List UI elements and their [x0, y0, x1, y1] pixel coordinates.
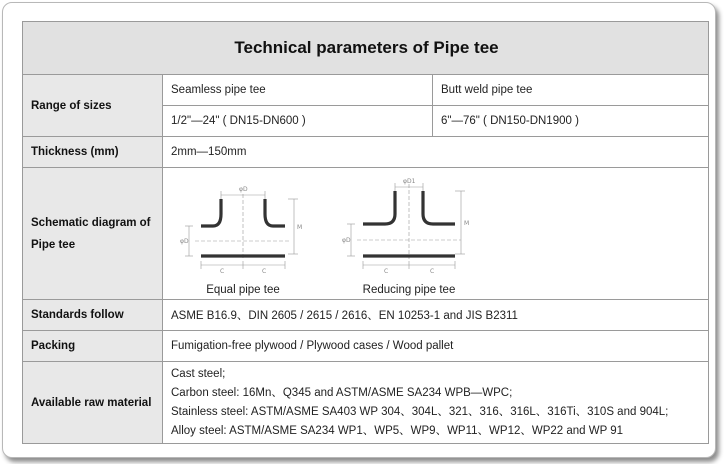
svg-text:C: C — [262, 267, 267, 275]
table-title: Technical parameters of Pipe tee — [23, 22, 709, 75]
thickness-value: 2mm—150mm — [163, 137, 709, 168]
reducing-tee-caption: Reducing pipe tee — [362, 283, 456, 296]
schematic-label-line2: Pipe tee — [31, 238, 76, 251]
spec-table — [22, 21, 709, 444]
tee-diagrams — [163, 169, 693, 299]
svg-text:φD1: φD1 — [403, 177, 416, 185]
svg-text:C: C — [220, 267, 225, 275]
raw-material-value — [163, 362, 709, 444]
svg-text:φD: φD — [180, 237, 189, 245]
svg-text:C: C — [384, 267, 389, 275]
spec-card — [2, 2, 716, 458]
svg-text:φD: φD — [239, 185, 248, 193]
thickness-label: Thickness (mm) — [23, 137, 163, 168]
raw-material-line: Carbon steel: 16Mn、Q345 and ASTM/ASME SA234 WPB—WPC; — [171, 386, 513, 399]
equal-tee-caption: Equal pipe tee — [206, 283, 280, 296]
butt-value: 6"—76" ( DN150-DN1900 ) — [433, 106, 709, 137]
svg-text:M: M — [297, 223, 303, 231]
svg-text:C: C — [430, 267, 435, 275]
equal-tee-diagram — [180, 186, 302, 296]
raw-material-line: Alloy steel: ASTM/ASME SA234 WP1、WP5、WP9、WP11、WP12、WP22 and WP 91 — [171, 424, 624, 437]
schematic-label — [23, 168, 163, 300]
seamless-header: Seamless pipe tee — [163, 75, 433, 106]
raw-material-line: Cast steel; — [171, 367, 226, 380]
svg-text:M: M — [464, 219, 470, 227]
standards-label: Standards follow — [23, 300, 163, 331]
range-label: Range of sizes — [23, 75, 163, 137]
reducing-tee-diagram — [342, 178, 469, 296]
svg-text:φD: φD — [342, 236, 351, 244]
raw-material-label: Available raw material — [23, 362, 163, 444]
schematic-diagrams — [163, 169, 708, 299]
packing-value: Fumigation-free plywood / Plywood cases / Wood pallet — [163, 331, 709, 362]
butt-header: Butt weld pipe tee — [433, 75, 709, 106]
raw-material-line: Stainless steel: ASTM/ASME SA403 WP 304、304L、321、316、316L、316Ti、310S and 904L; — [171, 405, 669, 418]
standards-value: ASME B16.9、DIN 2605 / 2615 / 2616、EN 10253-1 and JIS B2311 — [163, 300, 709, 331]
seamless-value: 1/2"—24" ( DN15-DN600 ) — [163, 106, 433, 137]
schematic-label-line1: Schematic diagram of — [31, 216, 151, 229]
packing-label: Packing — [23, 331, 163, 362]
